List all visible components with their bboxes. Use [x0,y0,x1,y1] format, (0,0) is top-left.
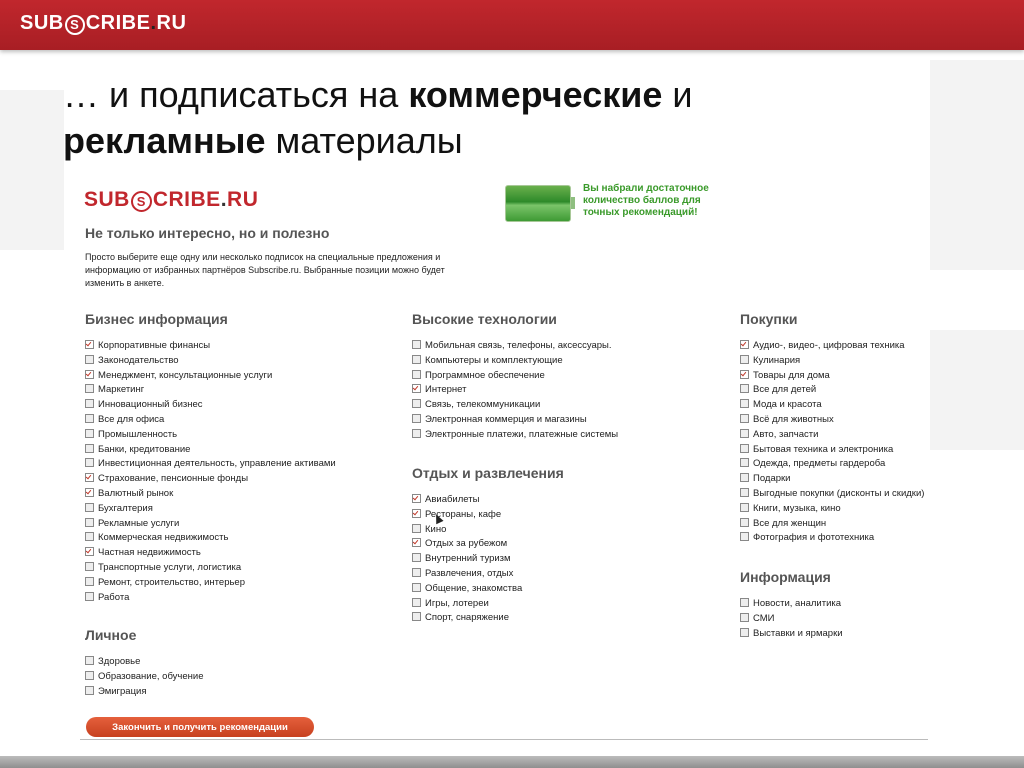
embedded-screenshot [80,180,930,742]
checkbox[interactable] [412,370,421,379]
tagline: Не только интересно, но и полезно [85,225,330,241]
checkbox[interactable] [412,598,421,607]
checkbox[interactable] [740,532,749,541]
checkbox[interactable] [740,613,749,622]
list-leisure [412,493,522,626]
checkbox[interactable] [740,414,749,423]
checkbox-item[interactable] [85,369,336,384]
checkbox-item[interactable] [85,561,336,576]
list-hightech [412,339,618,443]
checkbox[interactable] [85,429,94,438]
checkbox-item[interactable] [85,339,336,354]
checkbox-item[interactable] [412,398,618,413]
checkbox-label: Все для детей [753,384,817,396]
checkbox-item[interactable] [740,612,843,627]
score-message: Вы набрали достаточное количество баллов для точных рекомендаций! [583,183,709,218]
logo-text-part: SUB [20,12,64,34]
checkbox-item[interactable] [412,413,618,428]
checkbox[interactable] [85,592,94,601]
checkbox-item[interactable] [412,354,618,369]
checkbox-item[interactable] [85,457,336,472]
checkbox-label: Рекламные услуги [98,517,180,529]
background-decoration [0,90,64,250]
checkbox-label: Менеджмент, консультационные услуги [98,369,273,381]
checkbox[interactable] [412,340,421,349]
checkbox-label: Программное обеспечение [425,369,545,381]
checkbox-label: Аудио-, видео-, цифровая техника [753,340,905,351]
checkbox-item[interactable] [85,413,336,428]
checkbox-label: Мобильная связь, телефоны, аксессуары. [425,340,612,351]
logo-dot: . [220,188,228,211]
checkbox-item[interactable] [85,354,336,369]
checkbox-item[interactable] [740,398,924,413]
checkbox-item[interactable] [85,472,336,487]
logo-text-part: SUB [84,188,130,211]
checkbox-label: Всё для животных [753,413,834,425]
checkbox-label: Кино [425,523,447,535]
checkbox-label: Инновационный бизнес [98,399,203,411]
checkbox-label: Спорт, снаряжение [425,612,510,624]
checkbox[interactable] [412,384,421,393]
checkbox[interactable] [740,444,749,453]
subscribe-logo-inner[interactable] [84,188,258,212]
checkbox-label: Мода и красота [753,399,822,411]
checkbox[interactable] [412,583,421,592]
section-title-hightech: Высокие технологии [412,311,557,327]
checkbox-label: Все для офиса [98,413,165,425]
checkbox[interactable] [85,686,94,695]
checkbox[interactable] [740,473,749,482]
checkbox-label: Общение, знакомства [425,582,523,594]
checkbox-item[interactable] [412,611,522,626]
list-info [740,597,843,641]
checkbox[interactable] [85,458,94,467]
checkbox[interactable] [85,562,94,571]
checkbox-label: Ремонт, строительство, интерьер [98,576,246,588]
checkbox[interactable] [740,518,749,527]
checkbox-label: Промышленность [98,428,178,440]
checkbox-label: Электронная коммерция и магазины [425,413,587,425]
checkbox[interactable] [740,458,749,467]
finish-button[interactable]: Закончить и получить рекомендации [86,717,314,737]
checkbox-item[interactable] [740,428,924,443]
divider [80,739,928,740]
checkbox-label: Маркетинг [98,384,145,396]
checkbox[interactable] [740,355,749,364]
checkbox-item[interactable] [85,576,336,591]
checkbox[interactable] [85,503,94,512]
checkbox-label: Авто, запчасти [753,428,819,440]
checkbox-label: Частная недвижимость [98,547,201,559]
checkbox-item[interactable] [85,591,336,606]
checkbox-label: Работа [98,591,130,603]
checkbox-item[interactable] [740,339,924,354]
checkbox-item[interactable] [412,567,522,582]
checkbox[interactable] [412,524,421,533]
checkbox-item[interactable] [85,487,336,502]
footer-bar [0,756,1024,768]
checkbox[interactable] [740,429,749,438]
background-decoration [930,60,1024,270]
checkbox-item[interactable] [85,383,336,398]
checkbox-label: Авиабилеты [425,494,480,505]
checkbox-label: Образование, обучение [98,670,204,682]
checkbox[interactable] [740,384,749,393]
checkbox[interactable] [85,488,94,497]
section-title-shopping: Покупки [740,311,798,327]
section-title-personal: Личное [85,627,137,643]
logo-text-part: CRIBE [85,12,151,34]
list-personal [85,655,204,699]
header-bar [0,0,1024,50]
checkbox[interactable] [740,399,749,408]
checkbox[interactable] [412,553,421,562]
checkbox-label: Подарки [753,473,791,485]
checkbox-item[interactable] [85,398,336,413]
checkbox-item[interactable] [412,523,522,538]
checkbox-item[interactable] [412,582,522,597]
checkbox[interactable] [740,370,749,379]
checkbox-item[interactable] [85,531,336,546]
checkbox[interactable] [412,568,421,577]
checkbox-item[interactable] [85,517,336,532]
background-decoration [930,330,1024,450]
checkbox[interactable] [85,547,94,556]
checkbox-item[interactable] [740,472,924,487]
checkbox-item[interactable] [85,443,336,458]
checkbox[interactable] [85,384,94,393]
checkbox-label: Законодательство [98,354,179,366]
logo-text-part: RU [227,188,259,211]
checkbox-item[interactable] [85,502,336,517]
checkbox-label: Внутренний туризм [425,553,511,565]
checkbox-label: Одежда, предметы гардероба [753,458,886,470]
checkbox[interactable] [412,414,421,423]
title-bold-text: рекламные [63,120,266,161]
checkbox-label: Электронные платежи, платежные системы [425,428,619,440]
checkbox[interactable] [85,370,94,379]
checkbox[interactable] [85,656,94,665]
checkbox-item[interactable] [740,443,924,458]
checkbox-item[interactable] [740,531,924,546]
checkbox-item[interactable] [412,369,618,384]
checkbox-item[interactable] [740,354,924,369]
checkbox-item[interactable] [85,428,336,443]
checkbox-label: Товары для дома [753,369,830,381]
checkbox[interactable] [740,488,749,497]
checkbox-label: Бухгалтерия [98,502,153,514]
checkbox[interactable] [412,399,421,408]
checkbox[interactable] [412,494,421,503]
title-text: материалы [265,120,463,161]
checkbox-item[interactable] [85,670,204,685]
checkbox-item[interactable] [740,413,924,428]
battery-cap [571,197,575,209]
list-business [85,339,336,605]
checkbox[interactable] [85,340,94,349]
logo-circle-letter: S [65,15,85,35]
checkbox[interactable] [85,532,94,541]
intro-text: Просто выберите еще одну или несколько подписок на специальные предложения и информацию от избранных партнёров Subscribe.ru. Выбранные позиции можно будет изменить в анкете. [85,252,445,288]
checkbox-item[interactable] [740,383,924,398]
checkbox-label: Новости, аналитика [753,598,842,609]
checkbox-label: Развлечения, отдых [425,567,514,579]
checkbox[interactable] [85,518,94,527]
checkbox-label: Здоровье [98,656,141,667]
list-shopping [740,339,924,546]
checkbox[interactable] [85,671,94,680]
checkbox[interactable] [85,399,94,408]
checkbox-label: Бытовая техника и электроника [753,443,894,455]
section-title-business: Бизнес информация [85,311,228,327]
checkbox-label: Кулинария [753,354,801,366]
subscribe-logo [20,12,186,35]
checkbox[interactable] [412,509,421,518]
checkbox[interactable] [85,577,94,586]
checkbox-item[interactable] [412,493,522,508]
checkbox-item[interactable] [740,597,843,612]
checkbox-item[interactable] [740,627,843,642]
checkbox-item[interactable] [412,552,522,567]
checkbox[interactable] [740,503,749,512]
checkbox[interactable] [85,473,94,482]
checkbox[interactable] [85,444,94,453]
slide-title [63,72,783,164]
checkbox-label: Интернет [425,384,467,396]
checkbox-item[interactable] [412,428,618,443]
checkbox[interactable] [85,414,94,423]
checkbox-item[interactable] [85,655,204,670]
checkbox-label: СМИ [753,612,775,624]
checkbox-label: Компьютеры и комплектующие [425,354,563,366]
checkbox[interactable] [740,340,749,349]
checkbox-label: Отдых за рубежом [425,538,508,550]
checkbox-item[interactable] [740,369,924,384]
checkbox-item[interactable] [740,517,924,532]
checkbox-label: Выставки и ярмарки [753,627,843,639]
checkbox[interactable] [740,598,749,607]
battery-icon [505,185,571,222]
checkbox-label: Корпоративные финансы [98,340,211,351]
checkbox-label: Выгодные покупки (дисконты и скидки) [753,487,925,499]
section-title-info: Информация [740,569,831,585]
checkbox-label: Валютный рынок [98,487,174,499]
checkbox-label: Инвестиционная деятельность, управление активами [98,458,336,470]
checkbox[interactable] [412,538,421,547]
checkbox[interactable] [412,612,421,621]
checkbox-label: Фотография и фототехника [753,532,875,544]
checkbox-item[interactable] [85,685,204,700]
logo-text-part: CRIBE [152,188,221,211]
title-bold-text: коммерческие [408,74,663,115]
checkbox-label: Коммерческая недвижимость [98,532,229,544]
logo-circle-letter: S [131,191,152,212]
checkbox[interactable] [412,429,421,438]
checkbox[interactable] [412,355,421,364]
checkbox-item[interactable] [740,502,924,517]
logo-dot: . [150,12,157,34]
checkbox-item[interactable] [85,546,336,561]
checkbox-label: Эмиграция [98,685,147,697]
checkbox-item[interactable] [412,508,522,523]
checkbox-label: Транспортные услуги, логистика [98,561,242,573]
section-title-leisure: Отдых и развлечения [412,465,564,481]
checkbox-item[interactable] [412,383,618,398]
checkbox-item[interactable] [740,487,924,502]
checkbox-label: Рестораны, кафе [425,508,502,520]
checkbox[interactable] [740,628,749,637]
logo-text-part: RU [156,12,187,34]
checkbox-item[interactable] [412,339,618,354]
checkbox-item[interactable] [740,457,924,472]
title-text: … и подписаться на [63,74,409,115]
checkbox[interactable] [85,355,94,364]
title-text: и [662,74,693,115]
checkbox-item[interactable] [412,597,522,612]
checkbox-label: Игры, лотереи [425,597,489,609]
checkbox-label: Страхование, пенсионные фонды [98,473,249,485]
checkbox-label: Связь, телекоммуникации [425,399,541,411]
checkbox-item[interactable] [412,537,522,552]
checkbox-label: Все для женщин [753,517,827,529]
checkbox-label: Банки, кредитование [98,443,191,455]
checkbox-label: Книги, музыка, кино [753,502,841,514]
